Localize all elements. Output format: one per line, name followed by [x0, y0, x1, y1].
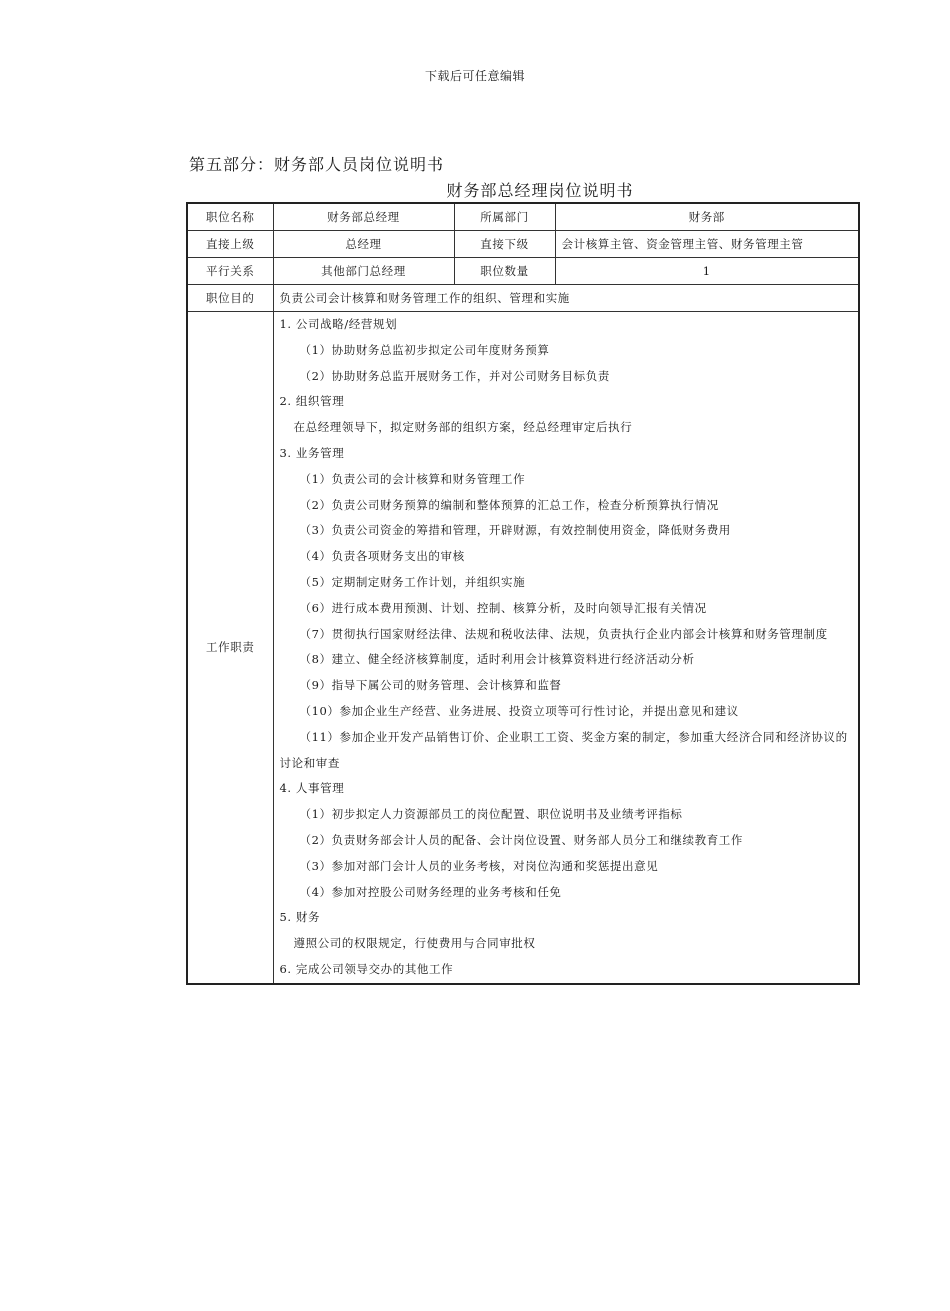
department-label: 所属部门: [454, 203, 555, 231]
position-count-label: 职位数量: [454, 258, 555, 285]
table-row: [187, 312, 859, 984]
duty-line: 讨论和审查: [279, 755, 340, 770]
direct-superior-value: 总经理: [273, 231, 454, 258]
duty-line: （9）指导下属公司的财务管理、会计核算和监督: [299, 678, 562, 693]
position-count-value: 1: [555, 258, 859, 285]
position-purpose-label: 职位目的: [187, 285, 273, 312]
duty-line: 在总经理领导下，拟定财务部的组织方案，经总经理审定后执行: [293, 420, 633, 435]
duty-line: （1）初步拟定人力资源部员工的岗位配置、职位说明书及业绩考评指标: [299, 807, 683, 822]
duty-line: （4）负责各项财务支出的审核: [299, 549, 465, 564]
department-value: 财务部: [555, 203, 859, 231]
duty-line: （4）参加对控股公司财务经理的业务考核和任免: [299, 884, 562, 899]
table-row: [187, 231, 859, 258]
duty-line: （7）贯彻执行国家财经法律、法规和税收法律、法规，负责执行企业内部会计核算和财务管理制度: [299, 626, 828, 641]
section-title: 第五部分：财务部人员岗位说明书: [189, 155, 445, 174]
header-note: 下载后可任意编辑: [424, 69, 525, 83]
direct-subordinate-label: 直接下级: [454, 231, 555, 258]
duty-line: （1）协助财务总监初步拟定公司年度财务预算: [299, 342, 550, 357]
duty-line: （2）负责财务部会计人员的配备、会计岗位设置、财务部人员分工和继续教育工作: [299, 832, 744, 847]
duties-content: [273, 312, 859, 984]
duty-line: （10）参加企业生产经营、业务进展、投资立项等可行性讨论，并提出意见和建议: [299, 703, 739, 718]
duty-line: 1. 公司战略/经营规划: [279, 317, 398, 331]
table-row: [187, 285, 859, 312]
duty-line: （6）进行成本费用预测、计划、控制、核算分析，及时向领导汇报有关情况: [299, 600, 707, 615]
duty-line: （5）定期制定财务工作计划，并组织实施: [299, 574, 526, 589]
duty-line: （1）负责公司的会计核算和财务管理工作: [299, 471, 526, 486]
position-name-value: 财务部总经理: [273, 203, 454, 231]
duty-line: （8）建立、健全经济核算制度，适时利用会计核算资料进行经济活动分析: [299, 652, 695, 667]
duty-line: （2）负责公司财务预算的编制和整体预算的汇总工作，检查分析预算执行情况: [299, 497, 719, 512]
job-description-table: [186, 202, 860, 985]
duties-label: 工作职责: [187, 312, 273, 984]
direct-subordinate-value: 会计核算主管、资金管理主管、财务管理主管: [555, 231, 859, 258]
parallel-relation-value: 其他部门总经理: [273, 258, 454, 285]
parallel-relation-label: 平行关系: [187, 258, 273, 285]
direct-superior-label: 直接上级: [187, 231, 273, 258]
document-title: 财务部总经理岗位说明书: [446, 181, 634, 200]
table-row: [187, 258, 859, 285]
duty-line: 5. 财务: [279, 910, 321, 925]
duty-line: 6. 完成公司领导交办的其他工作: [279, 961, 454, 976]
position-purpose-value: 负责公司会计核算和财务管理工作的组织、管理和实施: [273, 285, 859, 312]
duty-line: 遵照公司的权限规定，行使费用与合同审批权: [293, 936, 536, 951]
duty-line: （2）协助财务总监开展财务工作，并对公司财务目标负责: [299, 368, 610, 383]
position-name-label: 职位名称: [187, 203, 273, 231]
duty-line: （11）参加企业开发产品销售订价、企业职工工资、奖金方案的制定，参加重大经济合同和经济协议的: [299, 729, 848, 744]
duty-line: 4. 人事管理: [279, 781, 345, 796]
duty-line: 3. 业务管理: [279, 445, 345, 460]
duty-line: 2. 组织管理: [279, 394, 345, 409]
table-row: [187, 203, 859, 231]
duty-line: （3）负责公司资金的筹措和管理，开辟财源，有效控制使用资金，降低财务费用: [299, 523, 731, 538]
duty-line: （3）参加对部门会计人员的业务考核，对岗位沟通和奖惩提出意见: [299, 858, 659, 873]
